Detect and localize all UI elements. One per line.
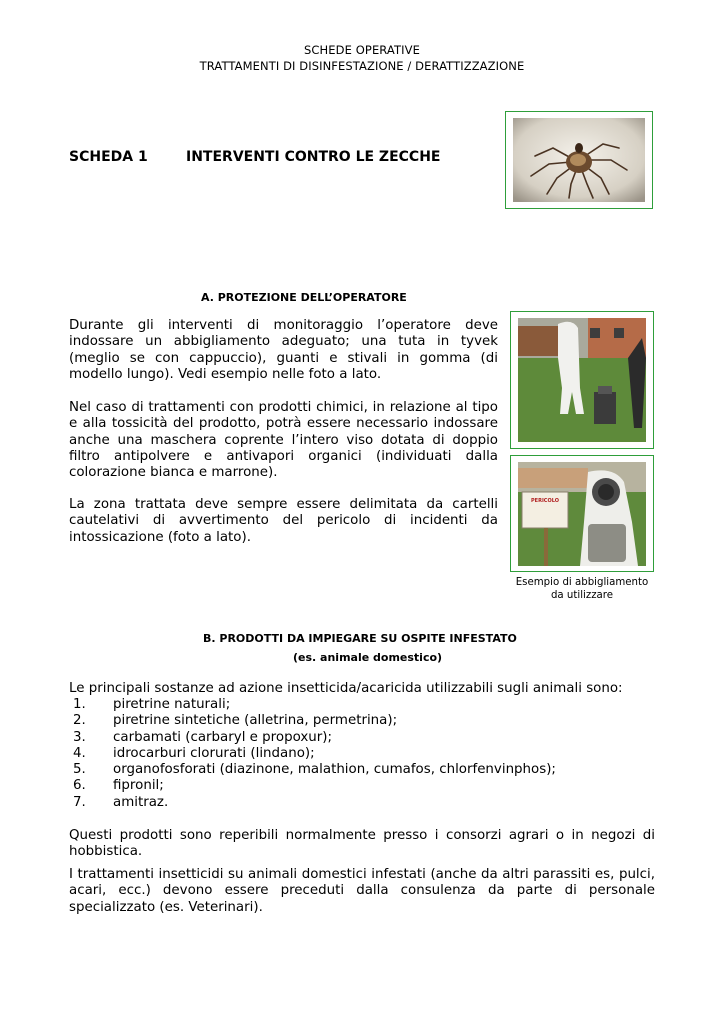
operator-suit-image	[518, 318, 646, 442]
list-item: 7. amitraz.	[73, 794, 169, 810]
photo-caption-line2: da utilizzare	[550, 589, 614, 601]
warning-sign-text: PERICOLO	[531, 498, 559, 504]
list-item: 1. piretrine naturali;	[73, 697, 231, 712]
section-a-paragraph-2: Nel caso di trattamenti con prodotti chimici, in relazione al tipo e alla tossicità del prodotto, potrà essere necessario indossare anche una maschera coprente l’intero viso dotata di doppio filtro antipolvere e antivapori organici (individuati dalla colorazione bianca e marrone).	[69, 400, 498, 481]
photo-caption-line1: Esempio di abbigliamento	[515, 577, 649, 588]
substances-list	[69, 697, 659, 811]
sheet-number: SCHEDA 1	[69, 149, 148, 165]
tick-photo	[505, 111, 653, 209]
section-b-intro: Le principali sostanze ad azione insetticida/acaricida utilizzabili sugli animali sono:	[69, 681, 623, 696]
list-item: 4. idrocarburi clorurati (lindano);	[73, 745, 315, 761]
list-item: 5. organofosforati (diazinone, malathion, cumafos, chlorfenvinphos);	[73, 762, 556, 778]
photo-caption	[500, 577, 664, 602]
document-header-line2: TRATTAMENTI DI DISINFESTAZIONE / DERATTIZZAZIONE	[199, 59, 525, 73]
section-a-paragraph-1: Durante gli interventi di monitoraggio l’operatore deve indossare un abbigliamento adeguato; una tuta in tyvek (meglio se con cappuccio), guanti e stivali in gomma (di modello lungo). Vedi esempio nelle foto a lato.	[69, 318, 498, 382]
section-a-heading: A. PROTEZIONE DELL’OPERATORE	[201, 291, 407, 304]
tick-image	[513, 118, 645, 202]
section-a-paragraph-3: La zona trattata deve sempre essere delimitata da cartelli cautelativi di avvertimento del pericolo di incidenti da intossicazione (foto a lato).	[69, 497, 498, 545]
operator-photo-mask	[510, 455, 654, 572]
sheet-title: INTERVENTI CONTRO LE ZECCHE	[186, 149, 441, 165]
section-b-heading: B. PRODOTTI DA IMPIEGARE SU OSPITE INFESTATO	[203, 632, 517, 645]
operator-photo-suit	[510, 311, 654, 449]
list-item: 2. piretrine sintetiche (alletrina, permetrina);	[73, 713, 398, 729]
section-b-paragraph-1: Questi prodotti sono reperibili normalmente presso i consorzi agrari o in negozi di hobbistica.	[69, 828, 655, 860]
list-item: 6. fipronil;	[73, 778, 164, 794]
section-b-subheading: (es. animale domestico)	[293, 651, 443, 664]
operator-mask-image	[518, 462, 646, 566]
list-item: 3. carbamati (carbaryl e propoxur);	[73, 729, 332, 745]
document-header-line1: SCHEDE OPERATIVE	[304, 43, 420, 57]
section-b-paragraph-2: I trattamenti insetticidi su animali domestici infestati (anche da altri parassiti es, pulci, acari, ecc.) devono essere preceduti dalla consulenza da parte di personale specializzato (es. Veterinari).	[69, 867, 655, 915]
